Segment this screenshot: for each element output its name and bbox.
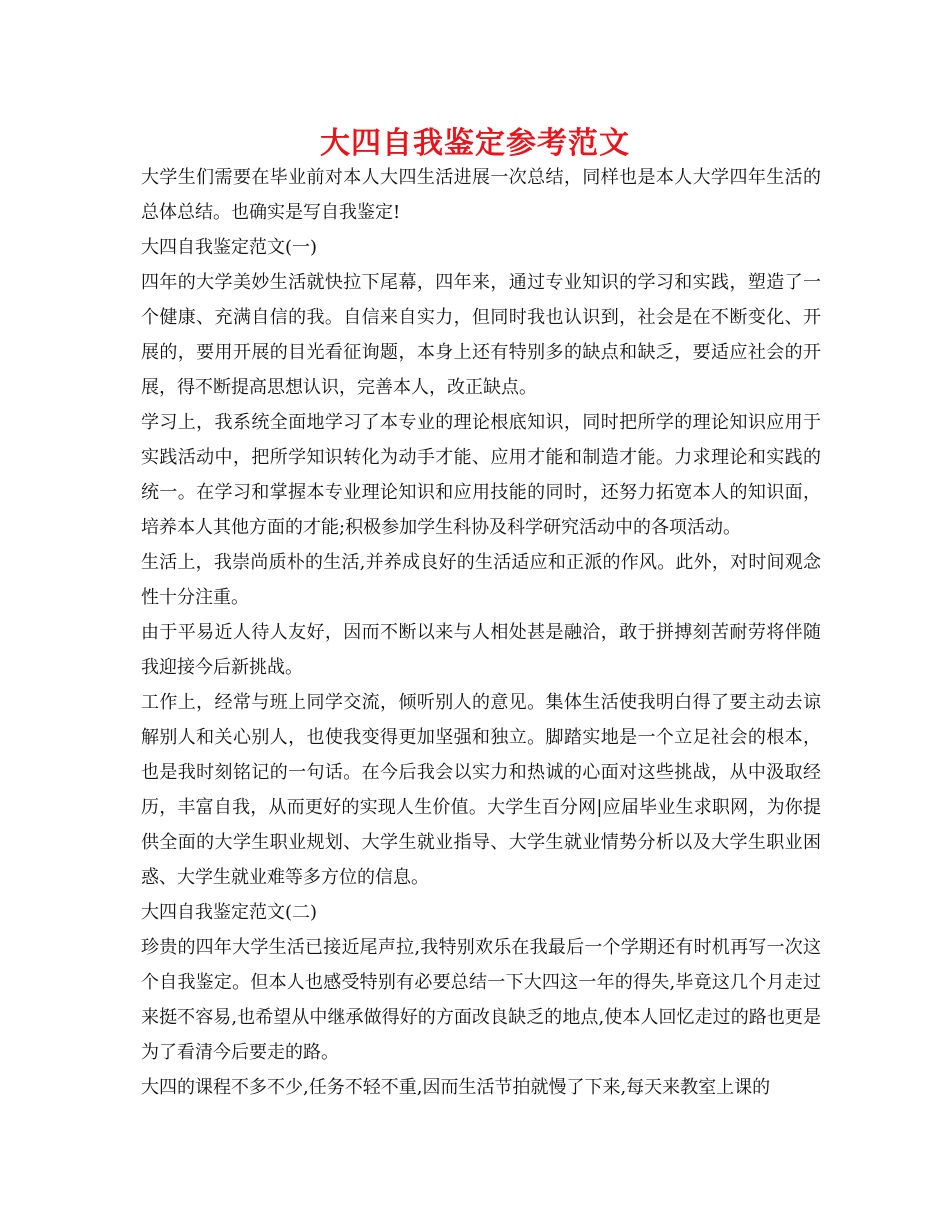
paragraph: 珍贵的四年大学生活已接近尾声拉,我特别欢乐在我最后一个学期还有时机再写一次这个自我鉴定。但本人也感受特别有必要总结一下大四这一年的得失,毕竟这几个月走过来挺不容易,也希望从中继承做得好的方面改良缺乏的地点,使本人回忆走过的路也更是为了看清今后要走的路。 [141,937,821,1063]
document-body [141,160,821,1105]
paragraph: 由于平易近人待人友好，因而不断以来与人相处甚是融洽，敢于拼搏刻苦耐劳将伴随我迎接今后新挑战。 [141,622,821,678]
section-heading-one: 大四自我鉴定范文(一) [141,237,318,258]
document-title: 大四自我鉴定参考范文 [320,126,630,161]
paragraph: 学习上，我系统全面地学习了本专业的理论根底知识，同时把所学的理论知识应用于实践活动中，把所学知识转化为动手才能、应用才能和制造才能。力求理论和实践的统一。在学习和掌握本专业理论知识和应用技能的同时，还努力拓宽本人的知识面，培养本人其他方面的才能;积极参加学生科协及科学研究活动中的各项活动。 [141,412,821,538]
paragraph: 生活上，我崇尚质朴的生活,并养成良好的生活适应和正派的作风。此外，对时间观念性十分注重。 [141,552,821,608]
paragraph-intro: 大学生们需要在毕业前对本人大四生活进展一次总结，同样也是本人大学四年生活的总体总结。也确实是写自我鉴定! [141,167,821,223]
section-heading-two: 大四自我鉴定范文(二) [141,902,318,923]
paragraph: 工作上，经常与班上同学交流，倾听别人的意见。集体生活使我明白得了要主动去谅解别人和关心别人，也使我变得更加坚强和独立。脚踏实地是一个立足社会的根本，也是我时刻铭记的一句话。在今后我会以实力和热诚的心面对这些挑战，从中汲取经历，丰富自我，从而更好的实现人生价值。大学生百分网|应届毕业生求职网，为你提供全面的大学生职业规划、大学生就业指导、大学生就业情势分析以及大学生职业困惑、大学生就业难等多方位的信息。 [141,692,821,888]
paragraph: 大四的课程不多不少,任务不轻不重,因而生活节拍就慢了下来,每天来教室上课的 [141,1077,771,1098]
paragraph: 四年的大学美妙生活就快拉下尾幕，四年来，通过专业知识的学习和实践，塑造了一个健康、充满自信的我。自信来自实力，但同时我也认识到，社会是在不断变化、开展的，要用开展的目光看征询题，本身上还有特别多的缺点和缺乏，要适应社会的开展，得不断提高思想认识，完善本人，改正缺点。 [141,272,821,398]
